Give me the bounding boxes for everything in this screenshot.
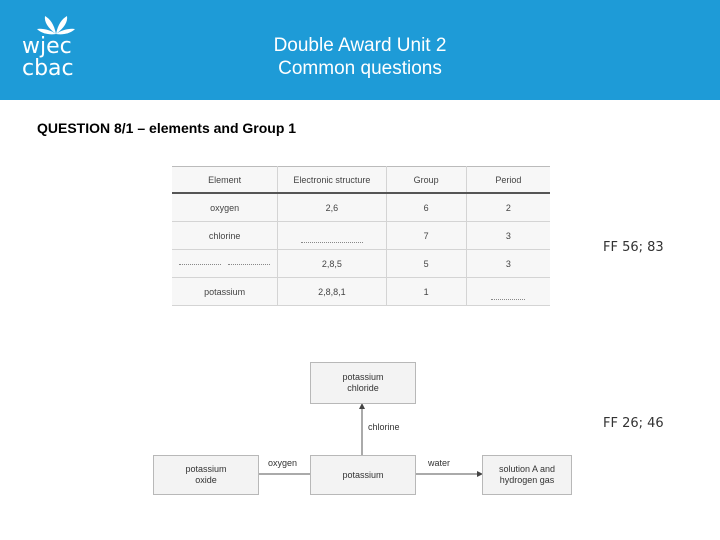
table-cell: chlorine bbox=[172, 222, 278, 250]
slide-title-line2: Common questions bbox=[278, 58, 442, 79]
potassium-oxide-line1: potassium bbox=[185, 464, 227, 474]
table-cell: 6 bbox=[386, 193, 466, 222]
column-header: Period bbox=[466, 167, 550, 194]
logo-line-wjec: wjec bbox=[22, 34, 72, 59]
column-header: Group bbox=[386, 167, 466, 194]
solution-a-line2: hydrogen gas bbox=[499, 475, 555, 485]
potassium-label: potassium bbox=[342, 469, 384, 480]
table-cell: 2 bbox=[466, 193, 550, 222]
potassium-chloride-line2: chloride bbox=[347, 383, 379, 393]
table-cell: potassium bbox=[172, 278, 278, 306]
table-cell: 3 bbox=[466, 222, 550, 250]
table-cell: 3 bbox=[466, 250, 550, 278]
table-cell: 2,8,5 bbox=[278, 250, 386, 278]
table-cell: 1 bbox=[386, 278, 466, 306]
potassium-box bbox=[310, 455, 416, 495]
column-header: Electronic structure bbox=[278, 167, 386, 194]
ff-reference-1: FF 56; 83 bbox=[603, 240, 664, 255]
potassium-chloride-box bbox=[310, 362, 416, 404]
table-cell: 5 bbox=[386, 250, 466, 278]
potassium-oxide-line2: oxide bbox=[195, 475, 217, 485]
slide-title-line1: Double Award Unit 2 bbox=[273, 35, 447, 56]
ff-reference-2: FF 26; 46 bbox=[603, 416, 664, 431]
table-cell: 7 bbox=[386, 222, 466, 250]
solution-a-line1: solution A and bbox=[498, 464, 556, 474]
column-header: Element bbox=[172, 167, 278, 194]
logo-line-cbac: cbac bbox=[22, 56, 74, 81]
solution-a-box bbox=[482, 455, 572, 495]
potassium-chloride-line1: potassium bbox=[342, 372, 384, 382]
table-cell: 2,8,8,1 bbox=[278, 278, 386, 306]
table-cell: 2,6 bbox=[278, 193, 386, 222]
oxygen-arrow-label: oxygen bbox=[268, 458, 298, 468]
chlorine-arrow-label: chlorine bbox=[368, 422, 400, 432]
potassium-oxide-box bbox=[153, 455, 259, 495]
water-arrow-label: water bbox=[428, 458, 451, 468]
question-heading: QUESTION 8/1 – elements and Group 1 bbox=[37, 120, 297, 136]
table-cell: oxygen bbox=[172, 193, 278, 222]
